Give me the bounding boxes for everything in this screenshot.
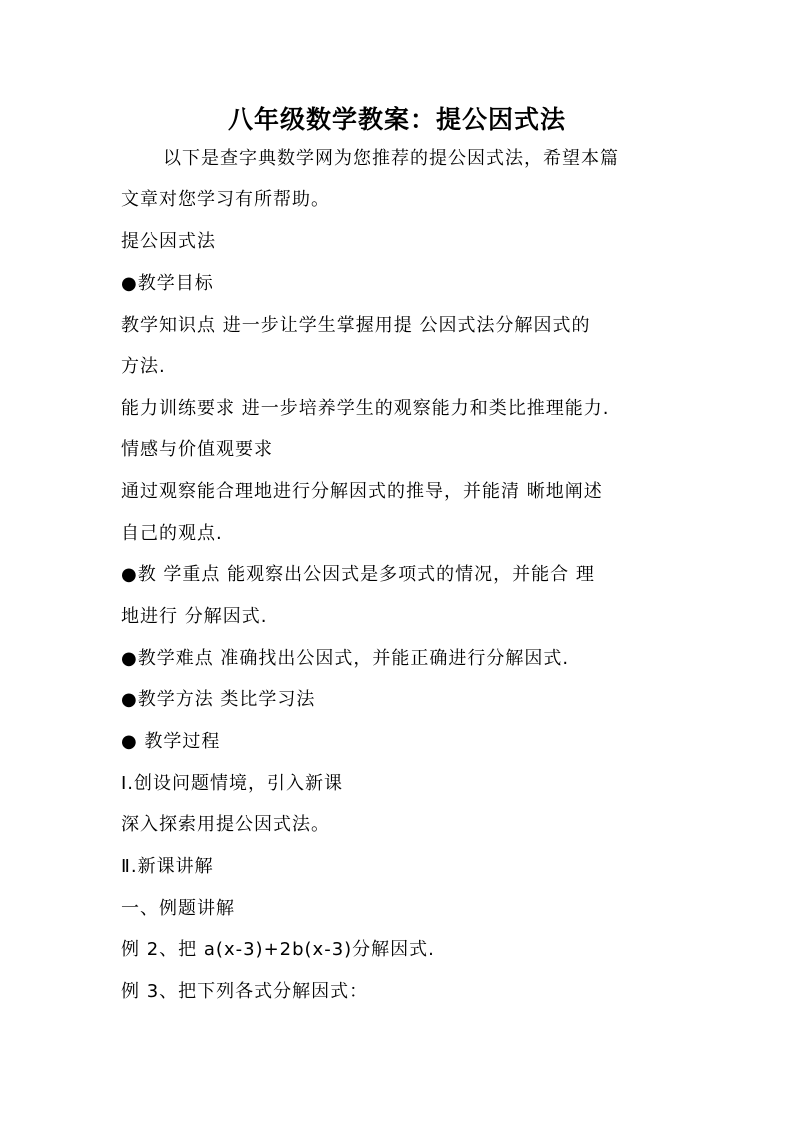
paragraph-intro-line-1: 以下是查字典数学网为您推荐的提公因式法，希望本篇 — [163, 148, 619, 169]
step-one-detail: 深入探索用提公因式法。 — [121, 814, 330, 835]
paragraph-intro-line-2: 文章对您学习有所帮助。 — [121, 189, 330, 210]
emotion-value-heading: 情感与价值观要求 — [121, 439, 273, 460]
emotion-value-line-2: 自己的观点. — [121, 523, 223, 544]
key-point-line-2: 地进行 分解因式. — [121, 606, 268, 627]
example-3: 例 3、把下列各式分解因式： — [121, 981, 369, 1002]
section-heading: 提公因式法 — [121, 231, 216, 252]
teaching-method: ●教学方法 类比学习法 — [121, 689, 316, 710]
teaching-process-heading: ● 教学过程 — [121, 731, 221, 752]
page-title: 八年级数学教案：提公因式法 — [227, 105, 566, 134]
ability-requirement: 能力训练要求 进一步培养学生的观察能力和类比推理能力. — [121, 398, 610, 419]
step-one: Ⅰ.创设问题情境，引入新课 — [121, 773, 344, 794]
example-2: 例 2、把 a(x-3)+2b(x-3)分解因式. — [121, 939, 435, 960]
heading-teaching-goals: ●教学目标 — [121, 273, 214, 294]
knowledge-point-line-1: 教学知识点 进一步让学生掌握用提 公因式法分解因式的 — [121, 315, 591, 336]
example-heading: 一、例题讲解 — [121, 898, 235, 919]
emotion-value-line-1: 通过观察能合理地进行分解因式的推导，并能清 晰地阐述 — [121, 481, 603, 502]
step-two: Ⅱ.新课讲解 — [121, 856, 214, 877]
knowledge-point-line-2: 方法. — [121, 356, 166, 377]
key-point-line-1: ●教 学重点 能观察出公因式是多项式的情况，并能合 理 — [121, 564, 595, 585]
difficult-point: ●教学难点 准确找出公因式，并能正确进行分解因式. — [121, 648, 570, 669]
